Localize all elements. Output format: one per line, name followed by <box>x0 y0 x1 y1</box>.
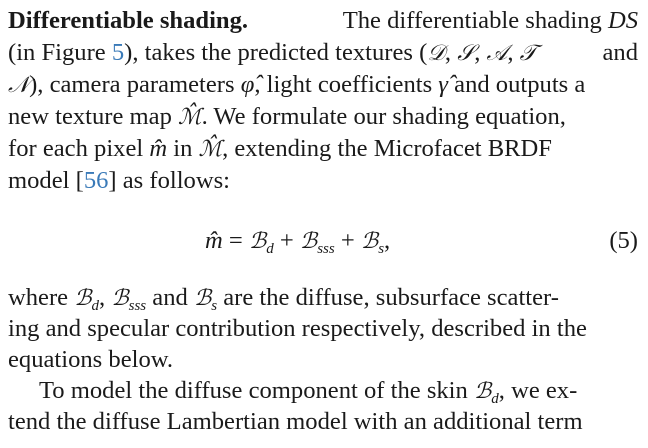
text-fragment: model [ <box>8 167 84 194</box>
subscript: sss <box>317 241 335 257</box>
text-fragment: ), camera parameters <box>29 71 241 98</box>
figure-link[interactable]: 5 <box>111 39 125 66</box>
math-symbol: 𝒯 <box>519 41 537 66</box>
text-fragment: in <box>167 135 199 162</box>
text-line-1 <box>8 6 638 36</box>
text-fragment: To model the diffuse component of the skin <box>39 377 474 404</box>
equation-body <box>205 224 390 259</box>
subscript: d <box>491 391 499 407</box>
text-line-10 <box>8 376 638 406</box>
citation-link[interactable]: 56 <box>83 167 109 194</box>
math-ds: DS <box>607 7 638 34</box>
math-symbol: 𝒜 <box>486 41 508 66</box>
text-fragment: (in Figure <box>8 39 112 66</box>
equation-5 <box>0 224 648 258</box>
math-m-hat-cal: ℳ̂ <box>178 105 202 130</box>
comma: , <box>384 227 391 254</box>
text-line-2: (in Figure 5), takes the predicted textures (𝒟, 𝒮, 𝒜, 𝒯 and <box>8 39 638 66</box>
math-symbol: 𝒟 <box>427 41 445 66</box>
math-b: ℬ <box>473 379 492 404</box>
text-fragment: ), takes the predicted textures ( <box>124 39 428 66</box>
subscript: s <box>378 241 385 257</box>
equals-sign: = <box>222 227 249 254</box>
text-fragment: equations below. <box>8 346 174 373</box>
text-line-11 <box>8 407 638 437</box>
math-symbol: 𝒩 <box>8 73 30 98</box>
text-line-6 <box>8 166 638 196</box>
math-b: ℬ <box>74 286 92 311</box>
math-b: ℬ <box>193 286 212 311</box>
text-fragment: tend the diffuse Lambertian model with an additional term <box>8 408 583 435</box>
paragraph-heading: Differentiable shading. <box>8 7 249 34</box>
math-gamma-hat: γ̂ <box>438 71 448 98</box>
subscript: s <box>211 298 218 314</box>
text-fragment: ] as follows: <box>108 167 230 194</box>
plus-sign: + <box>334 227 361 254</box>
text-fragment: , light coefficients <box>254 71 439 98</box>
text-line-5 <box>8 134 638 164</box>
text-fragment: new texture map <box>8 103 179 130</box>
math-m-hat-cal: ℳ̂ <box>198 137 223 162</box>
math-b: ℬ <box>360 229 379 254</box>
text-fragment: ing and specular contribution respectively, described in the <box>8 315 587 342</box>
text-line-3 <box>8 70 638 100</box>
math-b: ℬ <box>248 229 267 254</box>
text-line-4 <box>8 102 638 132</box>
subscript: d <box>91 298 100 314</box>
text-fragment: , we ex- <box>498 377 578 404</box>
math-m-hat: m̂ <box>149 135 168 162</box>
text-fragment: , extending the Microfacet BRDF <box>222 135 552 162</box>
text-line-9 <box>8 345 638 375</box>
subscript: d <box>266 241 274 257</box>
text-fragment: for each pixel <box>8 135 150 162</box>
text-fragment: and outputs a <box>448 71 586 98</box>
text-fragment: and <box>602 39 638 66</box>
math-m-hat: m̂ <box>205 227 223 254</box>
math-phi-hat: φ̂ <box>240 71 255 98</box>
math-b: ℬ <box>111 286 129 311</box>
plus-sign: + <box>273 227 300 254</box>
text-fragment: . We formulate our shading equation, <box>201 103 566 130</box>
math-symbol: 𝒮 <box>457 41 475 66</box>
text-fragment: and <box>146 284 194 311</box>
text-fragment: The differentiable shading <box>342 7 608 34</box>
text-fragment: , <box>99 284 112 311</box>
math-b: ℬ <box>299 229 318 254</box>
text-line-8 <box>8 314 638 344</box>
text-fragment: where <box>8 284 75 311</box>
subscript: sss <box>128 298 147 314</box>
equation-number: (5) <box>609 227 638 254</box>
text-fragment: are the diffuse, subsurface scatter- <box>217 284 559 311</box>
text-line-7 <box>8 283 638 313</box>
